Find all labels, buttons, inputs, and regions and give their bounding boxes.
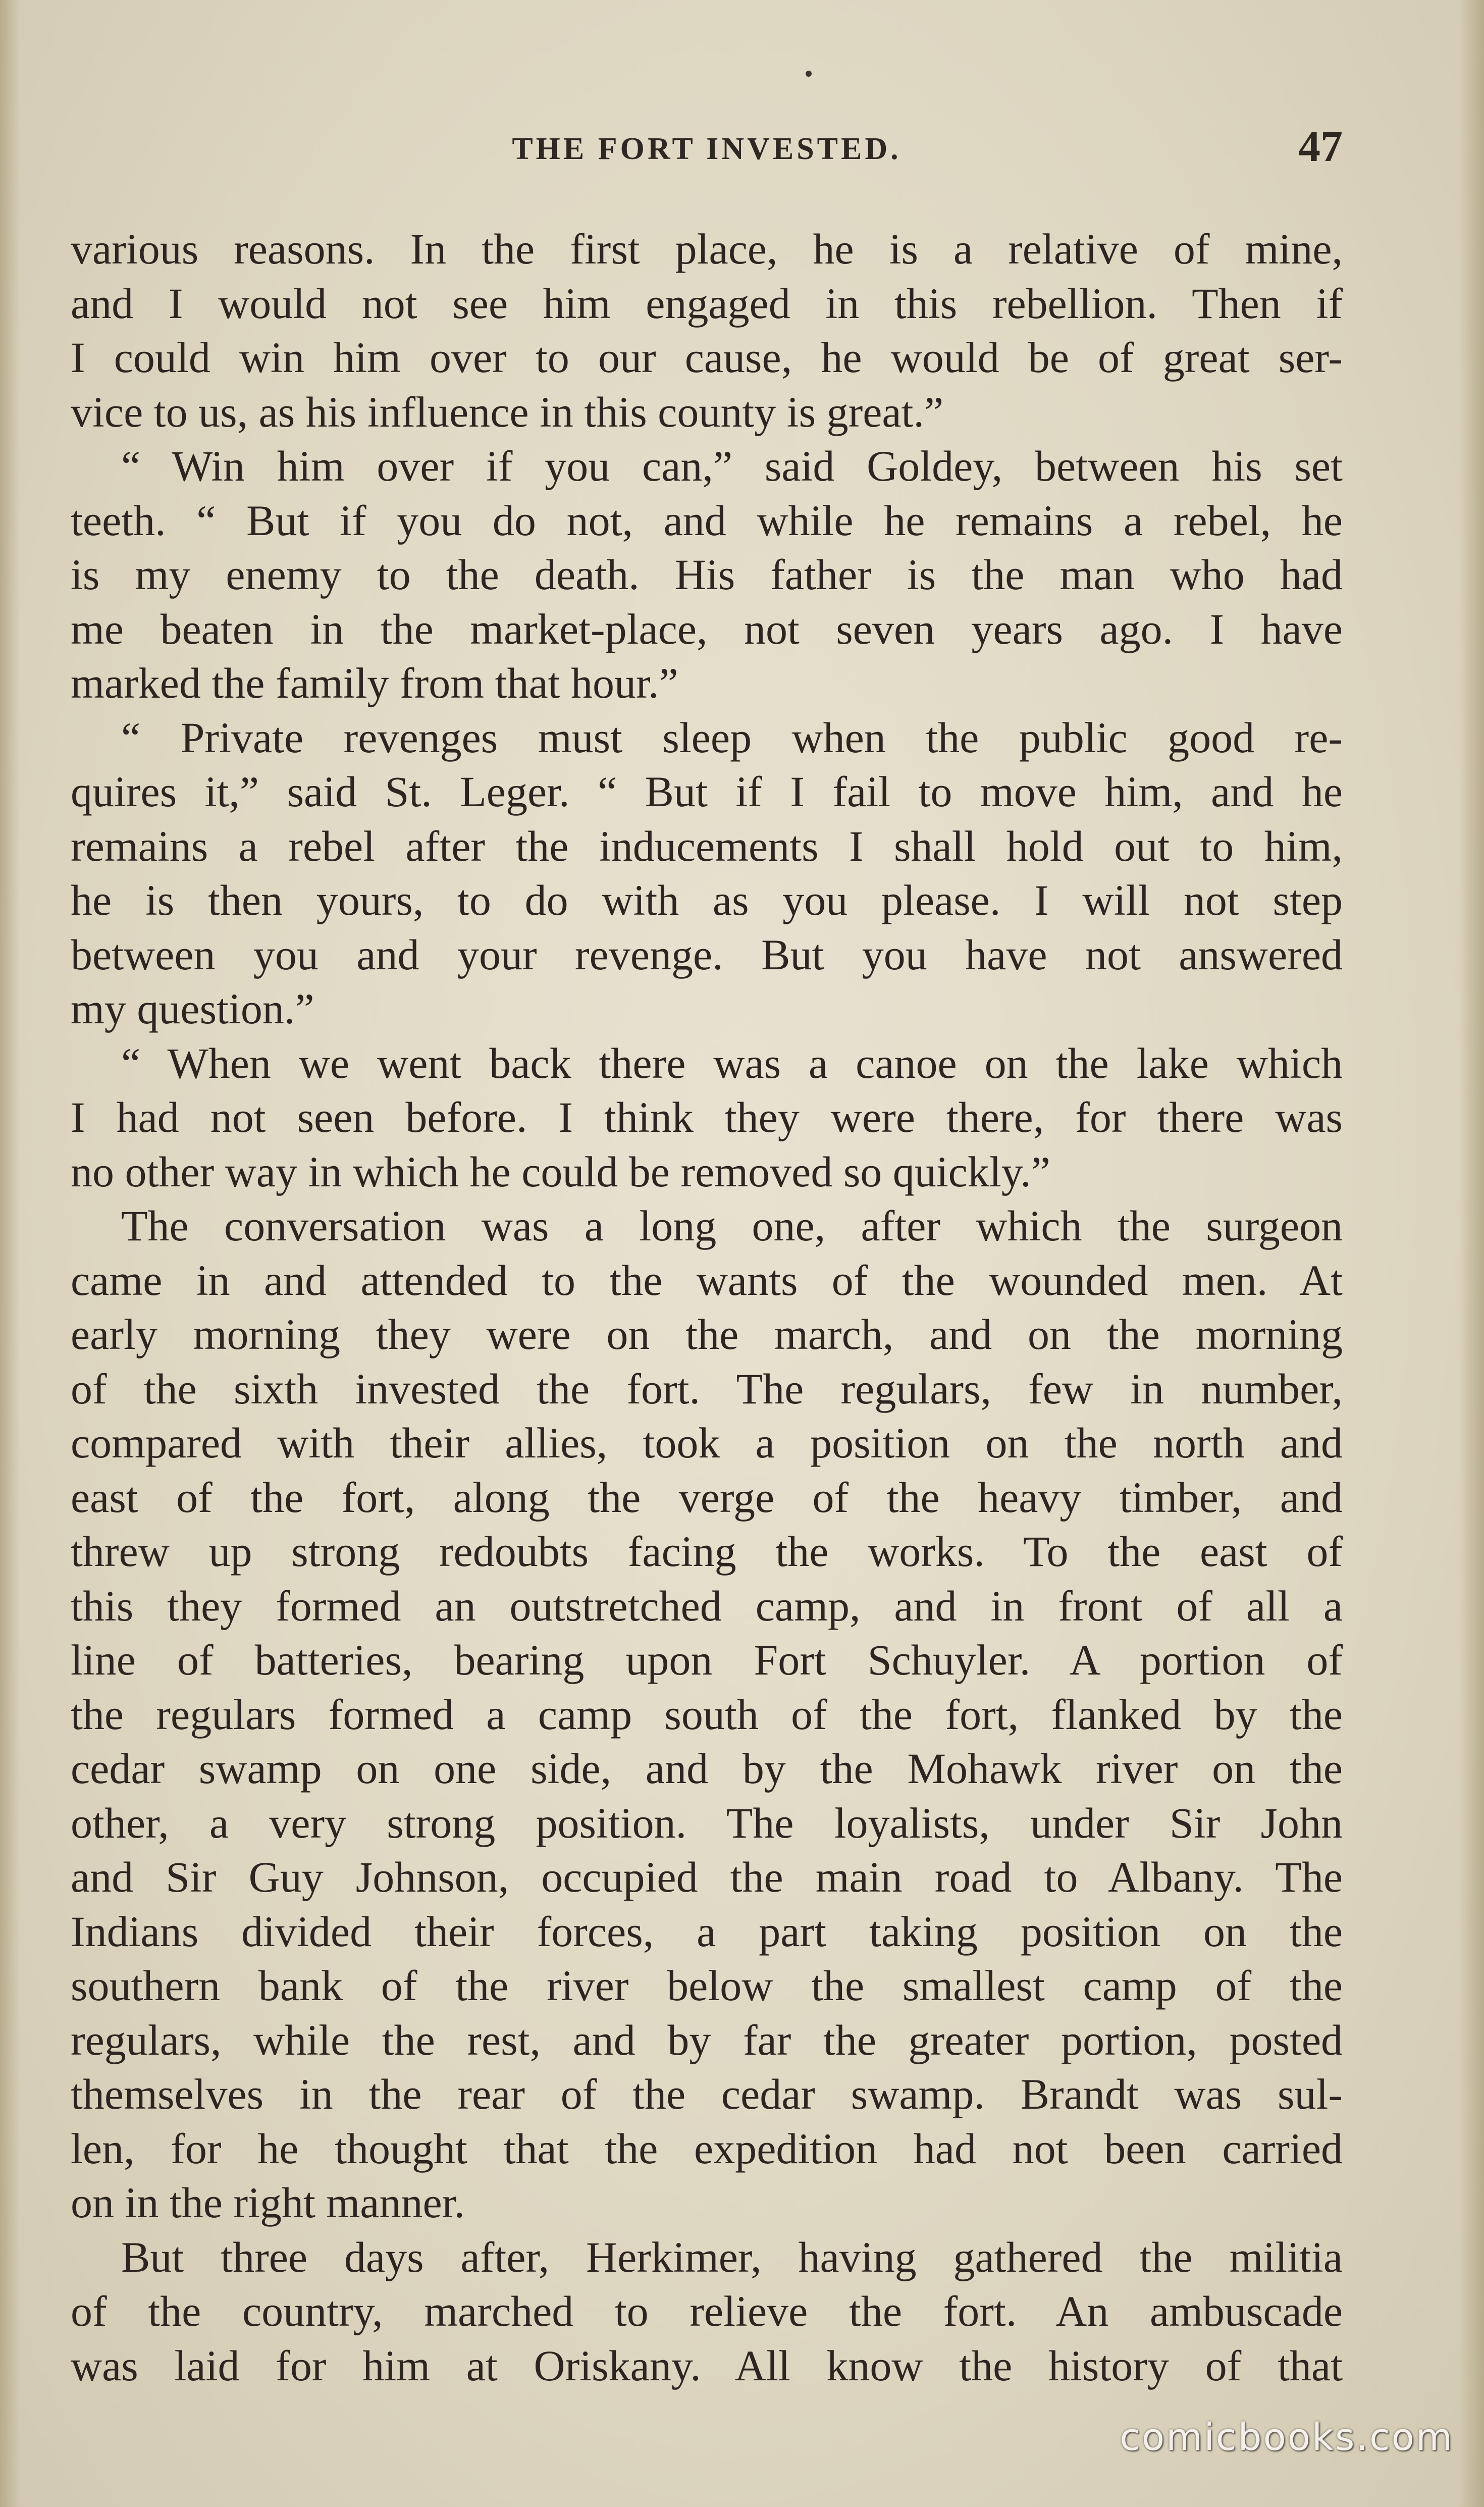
- text-line: other, a very strong position. The loyalists, under Sir John: [71, 1798, 1343, 1847]
- text-line: remains a rebel after the inducements I shall hold out to him,: [71, 821, 1343, 870]
- text-line: marked the family from that hour.”: [71, 659, 678, 707]
- text-line: early morning they were on the march, and on the morning: [71, 1310, 1343, 1359]
- text-line: between you and your revenge. But you have not answered: [71, 930, 1343, 979]
- ink-speck: [806, 71, 812, 77]
- text-line: was laid for him at Oriskany. All know the history of that: [71, 2341, 1343, 2390]
- page-edge-left: [0, 0, 20, 2507]
- text-line: themselves in the rear of the cedar swamp. Brandt was sul-: [71, 2070, 1343, 2118]
- text-line: of the country, marched to relieve the fort. An ambuscade: [71, 2287, 1343, 2335]
- site-watermark: comicbooks.com: [1120, 2416, 1454, 2459]
- text-line: compared with their allies, took a position on the north and: [71, 1419, 1343, 1467]
- text-line: regulars, while the rest, and by far the greater portion, posted: [71, 2015, 1343, 2064]
- text-line: “ Private revenges must sleep when the public good re-: [121, 713, 1343, 762]
- text-line: on in the right manner.: [71, 2178, 465, 2227]
- text-line: threw up strong redoubts facing the works. To the east of: [71, 1527, 1343, 1576]
- text-line: But three days after, Herkimer, having gathered the militia: [121, 2232, 1343, 2281]
- page-edge-right: [1459, 0, 1484, 2507]
- page-header: [71, 121, 1343, 177]
- text-line: and I would not see him engaged in this rebellion. Then if: [71, 279, 1343, 328]
- page-number: 47: [1298, 122, 1343, 171]
- body-text: [71, 222, 1343, 2393]
- text-line: southern bank of the river below the smallest camp of the: [71, 1961, 1343, 2010]
- text-line: Indians divided their forces, a part taking position on the: [71, 1907, 1343, 1956]
- text-line: vice to us, as his influence in this county is great.”: [71, 387, 944, 436]
- text-line: quires it,” said St. Leger. “ But if I fail to move him, and he: [71, 767, 1343, 816]
- text-line: came in and attended to the wants of the wounded men. At: [71, 1256, 1343, 1304]
- text-line: “ When we went back there was a canoe on the lake which: [121, 1038, 1343, 1087]
- text-line: I had not seen before. I think they were there, for there was: [71, 1093, 1343, 1141]
- text-line: my question.”: [71, 984, 314, 1033]
- text-line: “ Win him over if you can,” said Goldey, between his set: [121, 442, 1343, 490]
- text-line: east of the fort, along the verge of the heavy timber, and: [71, 1473, 1343, 1522]
- text-line: is my enemy to the death. His father is the man who had: [71, 550, 1343, 599]
- text-line: of the sixth invested the fort. The regulars, few in number,: [71, 1364, 1343, 1413]
- text-line: teeth. “ But if you do not, and while he remains a rebel, he: [71, 496, 1343, 545]
- text-line: The conversation was a long one, after which the surgeon: [121, 1202, 1343, 1250]
- text-line: he is then yours, to do with as you please. I will not step: [71, 876, 1343, 924]
- text-line: and Sir Guy Johnson, occupied the main road to Albany. The: [71, 1853, 1343, 1901]
- text-line: this they formed an outstretched camp, and in front of all a: [71, 1581, 1343, 1630]
- text-line: len, for he thought that the expedition had not been carried: [71, 2124, 1343, 2173]
- text-line: line of batteries, bearing upon Fort Schuyler. A portion of: [71, 1636, 1343, 1684]
- text-line: cedar swamp on one side, and by the Mohawk river on the: [71, 1744, 1343, 1793]
- text-line: no other way in which he could be removed so quickly.”: [71, 1147, 1050, 1196]
- running-head: THE FORT INVESTED.: [512, 132, 902, 166]
- text-line: various reasons. In the first place, he is a relative of mine,: [71, 225, 1343, 273]
- text-line: I could win him over to our cause, he would be of great ser-: [71, 333, 1343, 382]
- text-line: the regulars formed a camp south of the fort, flanked by the: [71, 1690, 1343, 1739]
- text-line: me beaten in the market-place, not seven years ago. I have: [71, 604, 1343, 653]
